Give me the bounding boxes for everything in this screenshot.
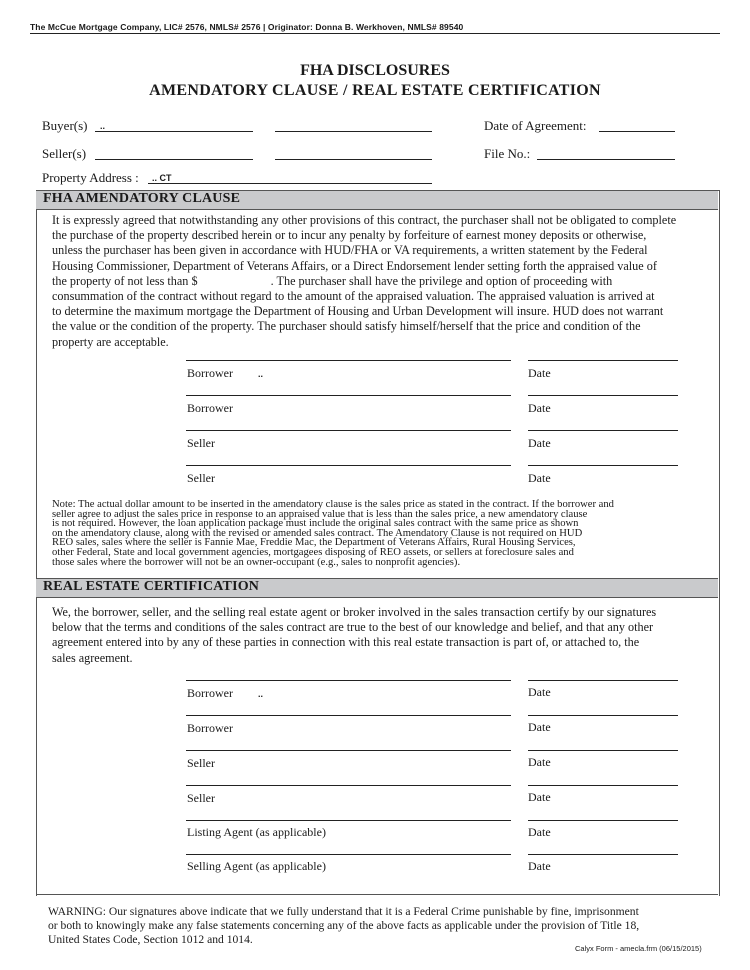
seller-1-date-line[interactable] bbox=[528, 430, 678, 431]
sellers-label: Seller(s) bbox=[42, 146, 87, 161]
date-label: Date bbox=[528, 755, 551, 769]
cert-seller-1-signature-line[interactable] bbox=[186, 750, 511, 751]
amendatory-note bbox=[52, 500, 716, 567]
property-address-field[interactable] bbox=[148, 183, 432, 184]
borrower-1-value: .. bbox=[258, 369, 264, 379]
certification-line: We, the borrower, seller, and the selling real estate agent or broker involved in the sales transaction certify by our signatures bbox=[52, 605, 657, 619]
signature-label: Seller bbox=[187, 756, 215, 770]
property-address-value: .. CT bbox=[152, 173, 172, 183]
listing-agent-date-line[interactable] bbox=[528, 820, 678, 821]
form-id: Calyx Form - amecla.frm (06/15/2015) bbox=[575, 944, 702, 953]
form-title: FHA DISCLOSURES bbox=[300, 62, 450, 79]
real-estate-certification-heading: REAL ESTATE CERTIFICATION bbox=[43, 579, 260, 594]
seller-1-signature-line[interactable] bbox=[186, 430, 511, 431]
signature-label: Selling Agent (as applicable) bbox=[187, 859, 326, 873]
amendatory-line: unless the purchaser has been given in accordance with HUD/FHA or VA requirements, a written statement by the Federal bbox=[52, 243, 648, 258]
date-label: Date bbox=[528, 436, 551, 450]
selling-agent-signature-line[interactable] bbox=[186, 854, 511, 855]
warning-text bbox=[48, 905, 718, 947]
warning-line: or both to knowingly make any false statements concerning any of the above facts as applicable under the provision of Title 18, bbox=[48, 919, 640, 932]
footer-rule bbox=[36, 894, 718, 895]
cert-borrower-1-signature-line[interactable] bbox=[186, 680, 511, 681]
amendatory-line: the property of not less than $ . The purchaser shall have the privilege and option of proceeding with bbox=[52, 273, 613, 288]
buyers-value: .. bbox=[100, 121, 106, 131]
signature-label: Borrower bbox=[187, 366, 233, 380]
date-of-agreement-label: Date of Agreement: bbox=[484, 118, 587, 133]
buyers-label: Buyer(s) bbox=[42, 118, 88, 133]
seller-2-date-line[interactable] bbox=[528, 465, 678, 466]
note-line: REO sales, sales where the seller is Fannie Mae, Freddie Mac, the Department of Veterans Affairs, Rural Housing Services, bbox=[52, 537, 576, 549]
form-subtitle: AMENDATORY CLAUSE / REAL ESTATE CERTIFICATION bbox=[149, 82, 601, 99]
amendatory-line: the value or the condition of the property. The purchaser should satisfy himself/herself that the price and condition of the bbox=[52, 319, 641, 334]
date-label: Date bbox=[528, 366, 551, 380]
cert-seller-2-signature-line[interactable] bbox=[186, 785, 511, 786]
buyer-1-field[interactable] bbox=[95, 131, 253, 132]
amendatory-clause-text bbox=[52, 213, 716, 350]
amendatory-clause-heading: FHA AMENDATORY CLAUSE bbox=[43, 191, 241, 206]
amendatory-line: It is expressly agreed that notwithstanding any other provisions of this contract, the purchaser shall not be obligated to complete bbox=[52, 213, 677, 227]
note-line: seller agree to adjust the sales price in response to an appraised value that is less than the sales price, a new amendatory clause bbox=[52, 508, 588, 520]
signature-label: Seller bbox=[187, 436, 215, 450]
certification-line: agreement entered into by any of these parties in connection with this real estate transaction is part of, or attached to, the bbox=[52, 635, 640, 650]
borrower-1-signature-line[interactable] bbox=[186, 360, 511, 361]
amendatory-line: Housing Commissioner, Department of Veterans Affairs, or a Direct Endorsement lender setting forth the appraised value of bbox=[52, 258, 657, 273]
warning-line: United States Code, Section 1012 and 1014. bbox=[48, 933, 253, 946]
date-label: Date bbox=[528, 790, 551, 804]
buyer-2-field[interactable] bbox=[275, 131, 432, 132]
amendatory-clause-header bbox=[36, 190, 718, 210]
note-line: on the amendatory clause, along with the revised or amended sales contract. The Amendatory Clause is not required on HUD bbox=[52, 527, 583, 539]
warning-line: WARNING: Our signatures above indicate that we fully understand that it is a Federal Crime punishable by fine, imprisonment bbox=[48, 905, 639, 918]
borrower-2-date-line[interactable] bbox=[528, 395, 678, 396]
signature-label: Borrower bbox=[187, 686, 233, 700]
cert-borrower-1-date-line[interactable] bbox=[528, 680, 678, 681]
date-label: Date bbox=[528, 471, 551, 485]
borrower-1-date-line[interactable] bbox=[528, 360, 678, 361]
cert-borrower-1-value: .. bbox=[258, 689, 264, 699]
company-originator-line: The McCue Mortgage Company, LIC# 2576, NMLS# 2576 | Originator: Donna B. Werkhoven, NMLS# 89540 bbox=[30, 22, 464, 32]
signature-label: Borrower bbox=[187, 401, 233, 415]
signature-label: Borrower bbox=[187, 721, 233, 735]
cert-borrower-2-signature-line[interactable] bbox=[186, 715, 511, 716]
amendatory-line: to determine the maximum mortgage the Department of Housing and Urban Development will insure. HUD does not warrant bbox=[52, 304, 664, 319]
note-line: other Federal, State and local government agencies, mortgagees disposing of REO assets, or sellers at foreclosure sales and bbox=[52, 546, 574, 558]
seller-2-signature-line[interactable] bbox=[186, 465, 511, 466]
property-address-label: Property Address : bbox=[42, 170, 139, 185]
certification-line: below that the terms and conditions of the sales contract are true to the best of our knowledge and belief, and that any other bbox=[52, 620, 654, 635]
certification-text bbox=[52, 605, 716, 666]
real-estate-certification-header bbox=[36, 578, 718, 598]
listing-agent-signature-line[interactable] bbox=[186, 820, 511, 821]
amendatory-line: the purchase of the property described herein or to incur any penalty by forfeiture of earnest money deposits or otherwise, bbox=[52, 228, 647, 243]
signature-label: Seller bbox=[187, 791, 215, 805]
amendatory-line: property are acceptable. bbox=[52, 334, 169, 349]
date-label: Date bbox=[528, 720, 551, 734]
seller-1-field[interactable] bbox=[95, 159, 253, 160]
note-line: those sales where the borrower will not be an owner-occupant (e.g., sales to nonprofit agencies). bbox=[52, 556, 461, 568]
file-no-label: File No.: bbox=[484, 146, 531, 161]
header-rule bbox=[30, 33, 720, 34]
date-label: Date bbox=[528, 685, 551, 699]
cert-borrower-2-date-line[interactable] bbox=[528, 715, 678, 716]
cert-seller-2-date-line[interactable] bbox=[528, 785, 678, 786]
signature-label: Listing Agent (as applicable) bbox=[187, 825, 326, 839]
selling-agent-date-line[interactable] bbox=[528, 854, 678, 855]
cert-seller-1-date-line[interactable] bbox=[528, 750, 678, 751]
borrower-2-signature-line[interactable] bbox=[186, 395, 511, 396]
date-label: Date bbox=[528, 825, 551, 839]
note-line: is not required. However, the loan application package must include the original sales contract with the same price as shown bbox=[52, 518, 579, 530]
file-no-field[interactable] bbox=[537, 159, 675, 160]
date-label: Date bbox=[528, 859, 551, 873]
date-of-agreement-field[interactable] bbox=[599, 131, 675, 132]
signature-label: Seller bbox=[187, 471, 215, 485]
seller-2-field[interactable] bbox=[275, 159, 432, 160]
date-label: Date bbox=[528, 401, 551, 415]
note-line: Note: The actual dollar amount to be inserted in the amendatory clause is the sales price as stated in the contract. If the borrower and bbox=[52, 499, 614, 510]
certification-line: sales agreement. bbox=[52, 650, 133, 665]
amendatory-line: consummation of the contract without regard to the amount of the appraised valuation. The appraised valuation is arrived at bbox=[52, 289, 655, 304]
